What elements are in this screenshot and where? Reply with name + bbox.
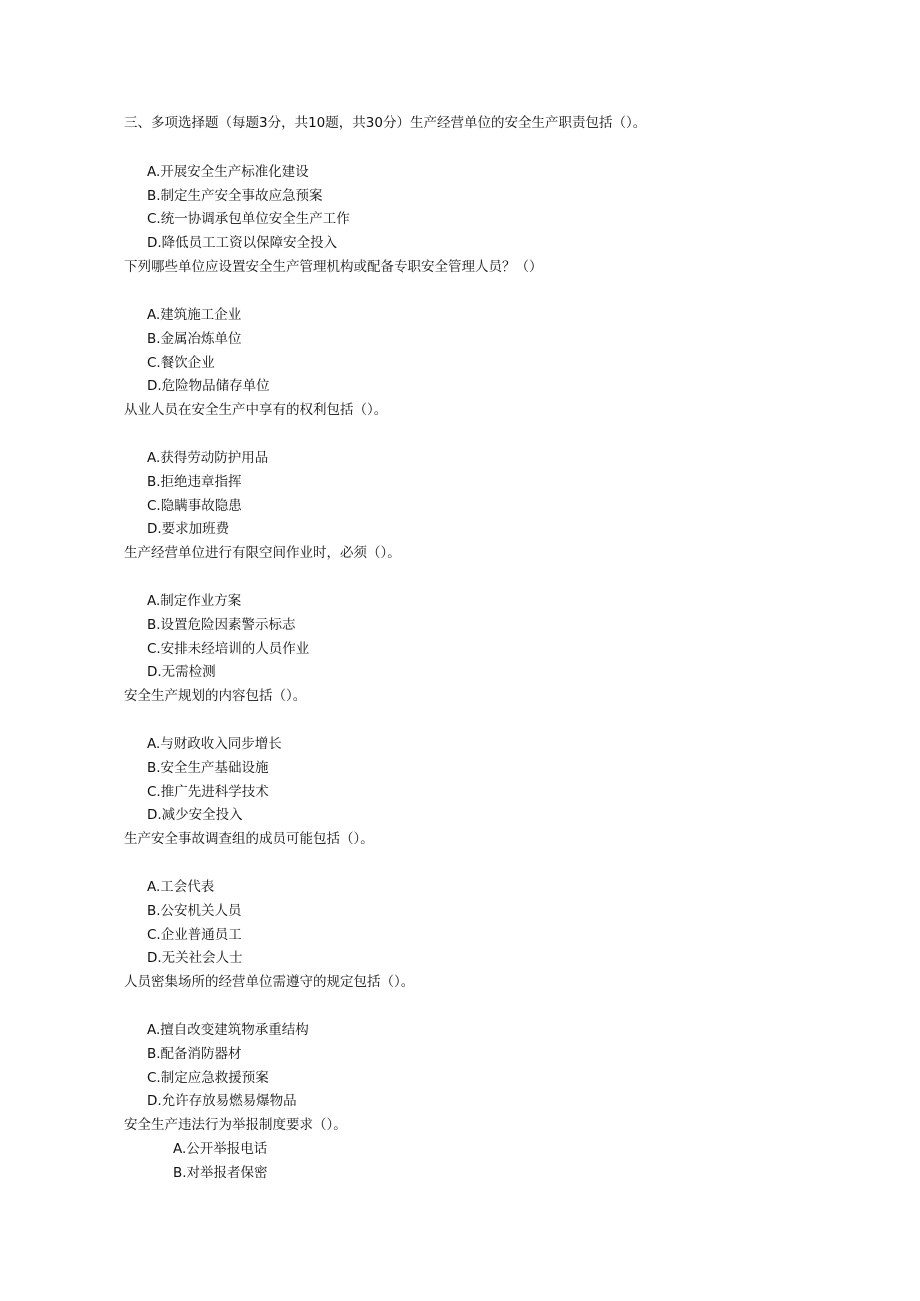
question-4-option-b: B.设置危险因素警示标志 — [147, 617, 296, 633]
question-6-option-a: A.工会代表 — [147, 879, 215, 895]
question-1-option-a: A.开展安全生产标准化建设 — [147, 164, 309, 180]
question-6-option-c: C.企业普通员工 — [147, 927, 242, 943]
question-5-option-b: B.安全生产基础设施 — [147, 760, 269, 776]
question-1-option-b: B.制定生产安全事故应急预案 — [147, 188, 323, 204]
question-7-option-d: D.允许存放易燃易爆物品 — [147, 1093, 297, 1109]
question-1-option-d: D.降低员工工资以保障安全投入 — [147, 235, 338, 251]
section-heading: 三、多项选择题（每题3分，共10题，共30分） — [124, 115, 410, 131]
question-4-text: 生产经营单位进行有限空间作业时，必须（）。 — [124, 545, 401, 561]
question-7-option-a: A.擅自改变建筑物承重结构 — [147, 1022, 309, 1038]
question-7-text: 人员密集场所的经营单位需遵守的规定包括（）。 — [124, 974, 415, 990]
question-2-option-b: B.金属冶炼单位 — [147, 331, 242, 347]
question-6-option-d: D.无关社会人士 — [147, 950, 243, 966]
question-7-option-b: B.配备消防器材 — [147, 1046, 242, 1062]
question-1-line — [124, 114, 646, 132]
question-4-option-a: A.制定作业方案 — [147, 593, 242, 609]
question-5-option-d: D.减少安全投入 — [147, 807, 243, 823]
question-2-option-a: A.建筑施工企业 — [147, 307, 242, 323]
question-3-option-b: B.拒绝违章指挥 — [147, 474, 242, 490]
question-2-option-d: D.危险物品储存单位 — [147, 378, 270, 394]
question-3-option-d: D.要求加班费 — [147, 521, 230, 537]
question-1-option-c: C.统一协调承包单位安全生产工作 — [147, 211, 350, 227]
question-3-option-a: A.获得劳动防护用品 — [147, 450, 269, 466]
question-4-option-d: D.无需检测 — [147, 664, 216, 680]
question-5-option-a: A.与财政收入同步增长 — [147, 736, 282, 752]
question-5-text: 安全生产规划的内容包括（）。 — [124, 688, 307, 704]
question-2-text: 下列哪些单位应设置安全生产管理机构或配备专职安全管理人员？（） — [124, 259, 543, 275]
question-6-option-b: B.公安机关人员 — [147, 903, 242, 919]
question-5-option-c: C.推广先进科学技术 — [147, 784, 269, 800]
question-3-text: 从业人员在安全生产中享有的权利包括（）。 — [124, 402, 388, 418]
question-1-text: 生产经营单位的安全生产职责包括（）。 — [409, 115, 647, 131]
question-2-option-c: C.餐饮企业 — [147, 355, 215, 371]
question-4-option-c: C.安排未经培训的人员作业 — [147, 641, 310, 657]
question-7-option-c: C.制定应急救援预案 — [147, 1070, 269, 1086]
question-8-option-a: A.公开举报电话 — [173, 1141, 268, 1157]
question-6-text: 生产安全事故调查组的成员可能包括（）。 — [124, 831, 374, 847]
question-8-option-b: B.对举报者保密 — [173, 1165, 268, 1181]
question-8-text: 安全生产违法行为举报制度要求（）。 — [124, 1117, 347, 1133]
question-3-option-c: C.隐瞒事故隐患 — [147, 498, 242, 514]
